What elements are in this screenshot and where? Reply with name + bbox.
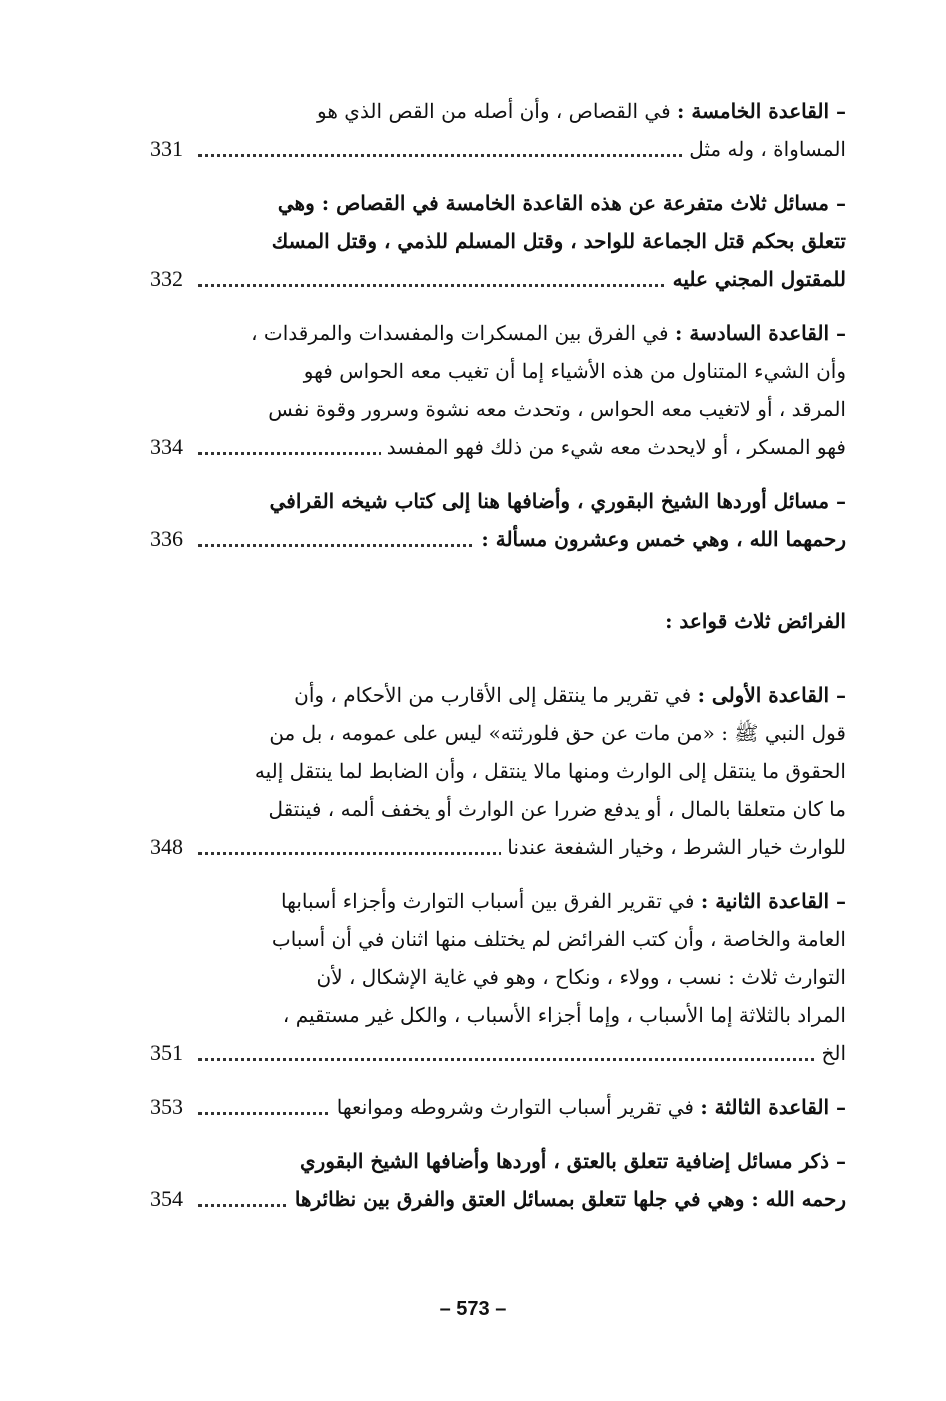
rule-label: – القاعدة الأولى :	[697, 683, 846, 707]
toc-entry-line	[150, 520, 846, 558]
toc-entry-line	[150, 958, 846, 996]
rule-label: – القاعدة الثانية :	[700, 889, 846, 913]
toc-entry	[150, 1088, 846, 1126]
entry-text: المساواة ، وله مثل	[683, 130, 846, 168]
toc-entry-line	[150, 790, 846, 828]
entry-text: رحمهما الله ، وهي خمس وعشرون مسألة :	[475, 520, 846, 558]
entry-text: التوارث ثلاث : نسب ، وولاء ، ونكاح ، وهو في غاية الإشكال ، لأن	[316, 965, 846, 989]
toc-entry	[150, 1142, 846, 1218]
entry-text: للوارث خيار الشرط ، وخيار الشفعة عندنا	[501, 828, 846, 866]
section-heading: الفرائض ثلاث قواعد :	[665, 609, 846, 633]
toc-entry	[150, 882, 846, 1072]
toc-entry-line	[150, 1088, 846, 1126]
page-ref: 334	[150, 434, 183, 459]
entry-text: قول النبي ﷺ : «من مات عن حق فلورثته» ليس على عمومه ، بل من	[269, 721, 846, 745]
entry-text: في تقرير أسباب التوارث وشروطه وموانعها	[336, 1095, 701, 1119]
page-ref: 353	[150, 1094, 183, 1119]
toc-entry-line	[150, 752, 846, 790]
entry-text: – مسائل أوردها الشيخ البقوري ، وأضافها هنا إلى كتاب شيخه القرافي	[269, 489, 846, 513]
rule-label: – القاعدة الثالثة :	[700, 1095, 846, 1119]
toc-entry-line	[150, 184, 846, 222]
toc-page	[150, 92, 846, 1234]
entry-text: وأن الشيء المتناول من هذه الأشياء إما أن تغيب معه الحواس فهو	[303, 359, 846, 383]
entry-text: – مسائل ثلاث متفرعة عن هذه القاعدة الخامسة في القصاص : وهي	[277, 191, 846, 215]
entry-text: في تقرير ما ينتقل إلى الأقارب من الأحكام ، وأن	[294, 683, 698, 707]
toc-entry-line	[150, 882, 846, 920]
entry-text: فهو المسكر ، أو لايحدث معه شيء من ذلك فهو المفسد	[381, 428, 846, 466]
page-ref: 336	[150, 526, 183, 551]
toc-entry-line	[150, 1034, 846, 1072]
toc-entry-line	[150, 828, 846, 866]
entry-text: ما كان متعلقا بالمال ، أو يدفع ضررا عن الوارث أو يخفف ألمه ، فينتقل	[268, 797, 846, 821]
toc-entry	[150, 92, 846, 168]
toc-entry-line	[150, 92, 846, 130]
entry-text: العامة والخاصة ، وأن كتب الفرائض لم يختلف منها اثنان في أن أسباب	[271, 927, 846, 951]
toc-entry	[150, 314, 846, 466]
entry-text: الخ	[815, 1034, 846, 1072]
toc-entry	[150, 184, 846, 298]
entry-text: الحقوق ما ينتقل إلى الوارث ومنها مالا ينتقل ، وأن الضابط لما ينتقل إليه	[254, 759, 846, 783]
toc-entry	[150, 676, 846, 866]
toc-entry-line	[150, 352, 846, 390]
entry-text: في تقرير الفرق بين أسباب التوارث وأجزاء أسبابها	[281, 889, 701, 913]
toc-entry-line	[150, 1180, 846, 1218]
toc-entry-line	[150, 314, 846, 352]
page-ref: 351	[150, 1040, 183, 1065]
toc-entry-line	[150, 714, 846, 752]
page-ref: 331	[150, 136, 183, 161]
toc-entry-line	[150, 130, 846, 168]
entry-text: تتعلق بحكم قتل الجماعة للواحد ، وقتل المسلم للذمي ، وقتل المسك	[271, 229, 846, 253]
page-ref: 332	[150, 266, 183, 291]
page-ref: 348	[150, 834, 183, 859]
toc-entry-line	[150, 1142, 846, 1180]
toc-entry-line	[150, 428, 846, 466]
entry-text: في الفرق بين المسكرات والمفسدات والمرقدات ،	[251, 321, 675, 345]
toc-entry-line	[150, 260, 846, 298]
toc-entry-line	[150, 920, 846, 958]
rule-label: – القاعدة السادسة :	[674, 321, 846, 345]
page-number-footer: – 573 –	[439, 1298, 507, 1320]
toc-section-faraid	[150, 676, 846, 1218]
entry-text: المرقد ، أو لاتغيب معه الحواس ، وتحدث معه نشوة وسرور وقوة نفس	[268, 397, 846, 421]
toc-entry-line	[150, 676, 846, 714]
toc-entry-line	[150, 222, 846, 260]
dot-leader	[198, 1058, 846, 1061]
entry-text: للمقتول المجني عليه	[667, 260, 846, 298]
entry-text: في القصاص ، وأن أصله من القص الذي هو	[317, 99, 678, 123]
toc-entry-line	[150, 996, 846, 1034]
page-ref: 354	[150, 1186, 183, 1211]
entry-text: رحمه الله : وهي في جلها تتعلق بمسائل العتق والفرق بين نظائرها	[289, 1180, 846, 1218]
toc-entry-line	[150, 482, 846, 520]
rule-label: – القاعدة الخامسة :	[677, 99, 846, 123]
entry-text: – ذكر مسائل إضافية تتعلق بالعتق ، أوردها وأضافها الشيخ البقوري	[300, 1149, 846, 1173]
entry-text: المراد بالثلاثة إما الأسباب ، وإما أجزاء الأسباب ، والكل غير مستقيم ،	[282, 1003, 846, 1027]
toc-section-qisas	[150, 92, 846, 558]
toc-entry-line	[150, 390, 846, 428]
toc-entry	[150, 482, 846, 558]
